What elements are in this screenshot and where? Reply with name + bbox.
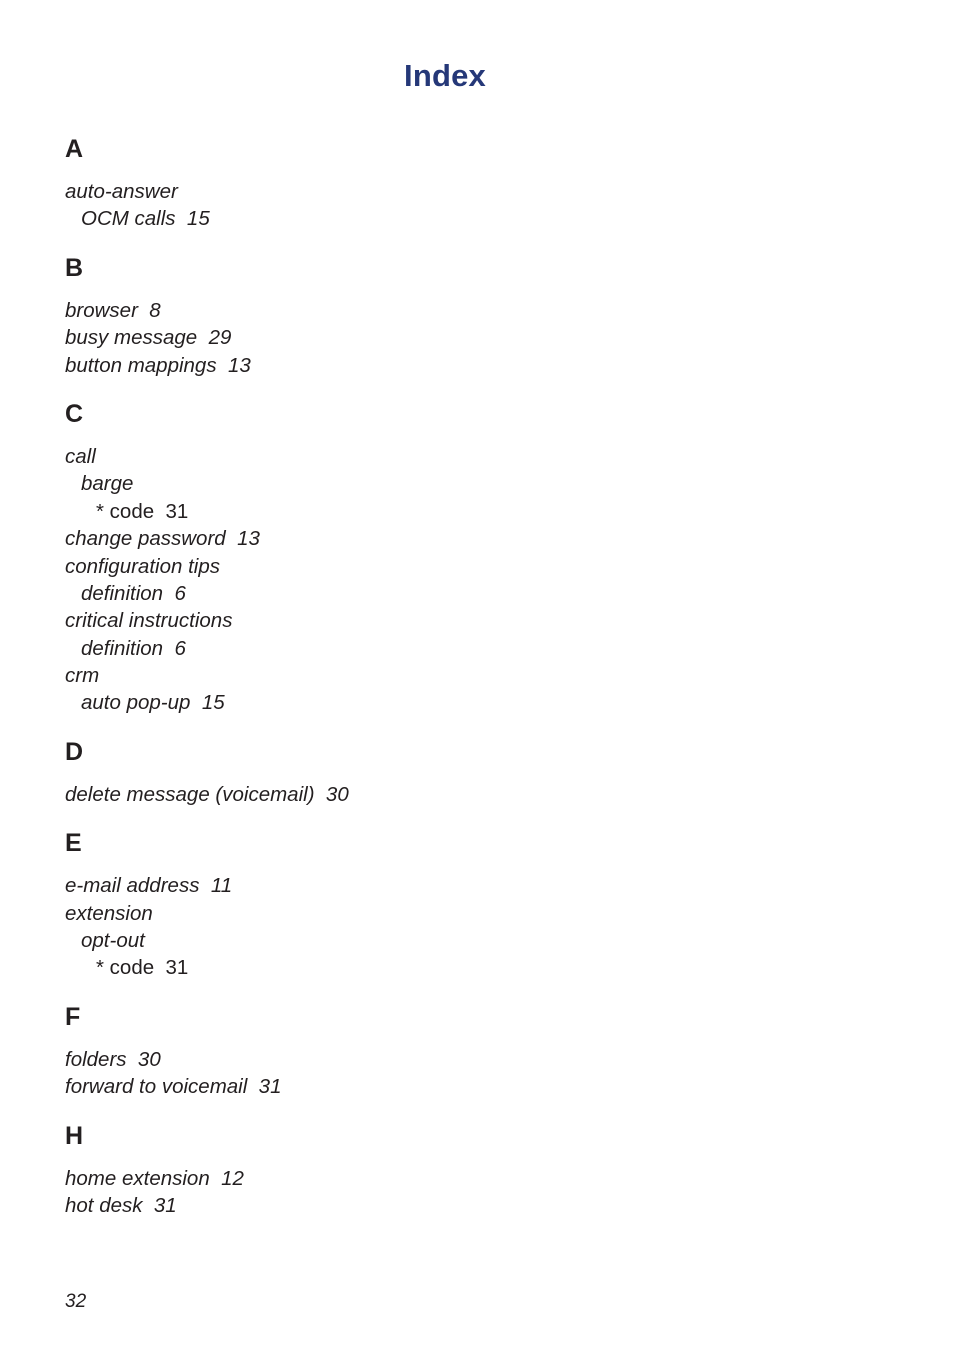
index-entry: browser 8 — [65, 298, 161, 322]
index-entry: forward to voicemail 31 — [65, 1075, 282, 1099]
index-entry: home extension 12 — [65, 1166, 244, 1190]
index-section-h — [65, 1119, 885, 1220]
section-letter: B — [65, 253, 84, 282]
section-letter: D — [65, 737, 84, 766]
index-entry: extension — [65, 901, 153, 925]
index-section-f — [65, 1000, 885, 1101]
section-letter: C — [65, 399, 84, 428]
section-letter: H — [65, 1121, 84, 1150]
index-subentry: * code 31 — [96, 499, 189, 523]
page-title: Index — [404, 58, 486, 93]
section-letter: F — [65, 1002, 81, 1031]
index-entry: auto-answer — [65, 180, 178, 203]
index-subentry: definition 6 — [81, 636, 186, 660]
index-subentry: definition 6 — [81, 581, 186, 605]
index-entry: busy message 29 — [65, 326, 232, 350]
index-section-c — [65, 397, 885, 717]
index-entry: folders 30 — [65, 1047, 161, 1071]
index-entry: critical instructions — [65, 609, 233, 633]
index-subentry: barge — [81, 472, 134, 496]
index-subentry: opt-out — [81, 929, 145, 953]
index-entry: call — [65, 444, 96, 468]
index-subentry: auto pop-up 15 — [81, 691, 225, 715]
index-subentry: * code 31 — [96, 956, 189, 980]
index-entry: change password 13 — [65, 527, 260, 551]
index-subentry: OCM calls 15 — [81, 207, 210, 231]
index-entry: configuration tips — [65, 554, 220, 578]
index-entry: button mappings 13 — [65, 353, 251, 377]
page-number: 32 — [65, 1291, 87, 1312]
index-section-e — [65, 826, 885, 982]
index-list — [65, 132, 885, 1219]
index-section-b — [65, 251, 885, 379]
index-entry: hot desk 31 — [65, 1193, 177, 1217]
index-entry: delete message (voicemail) 30 — [65, 782, 349, 806]
section-letter: A — [65, 135, 84, 163]
index-section-d — [65, 735, 885, 808]
section-letter: E — [65, 829, 82, 858]
index-section-a — [65, 132, 885, 233]
index-entry: e-mail address 11 — [65, 874, 233, 898]
index-entry: crm — [65, 664, 100, 688]
